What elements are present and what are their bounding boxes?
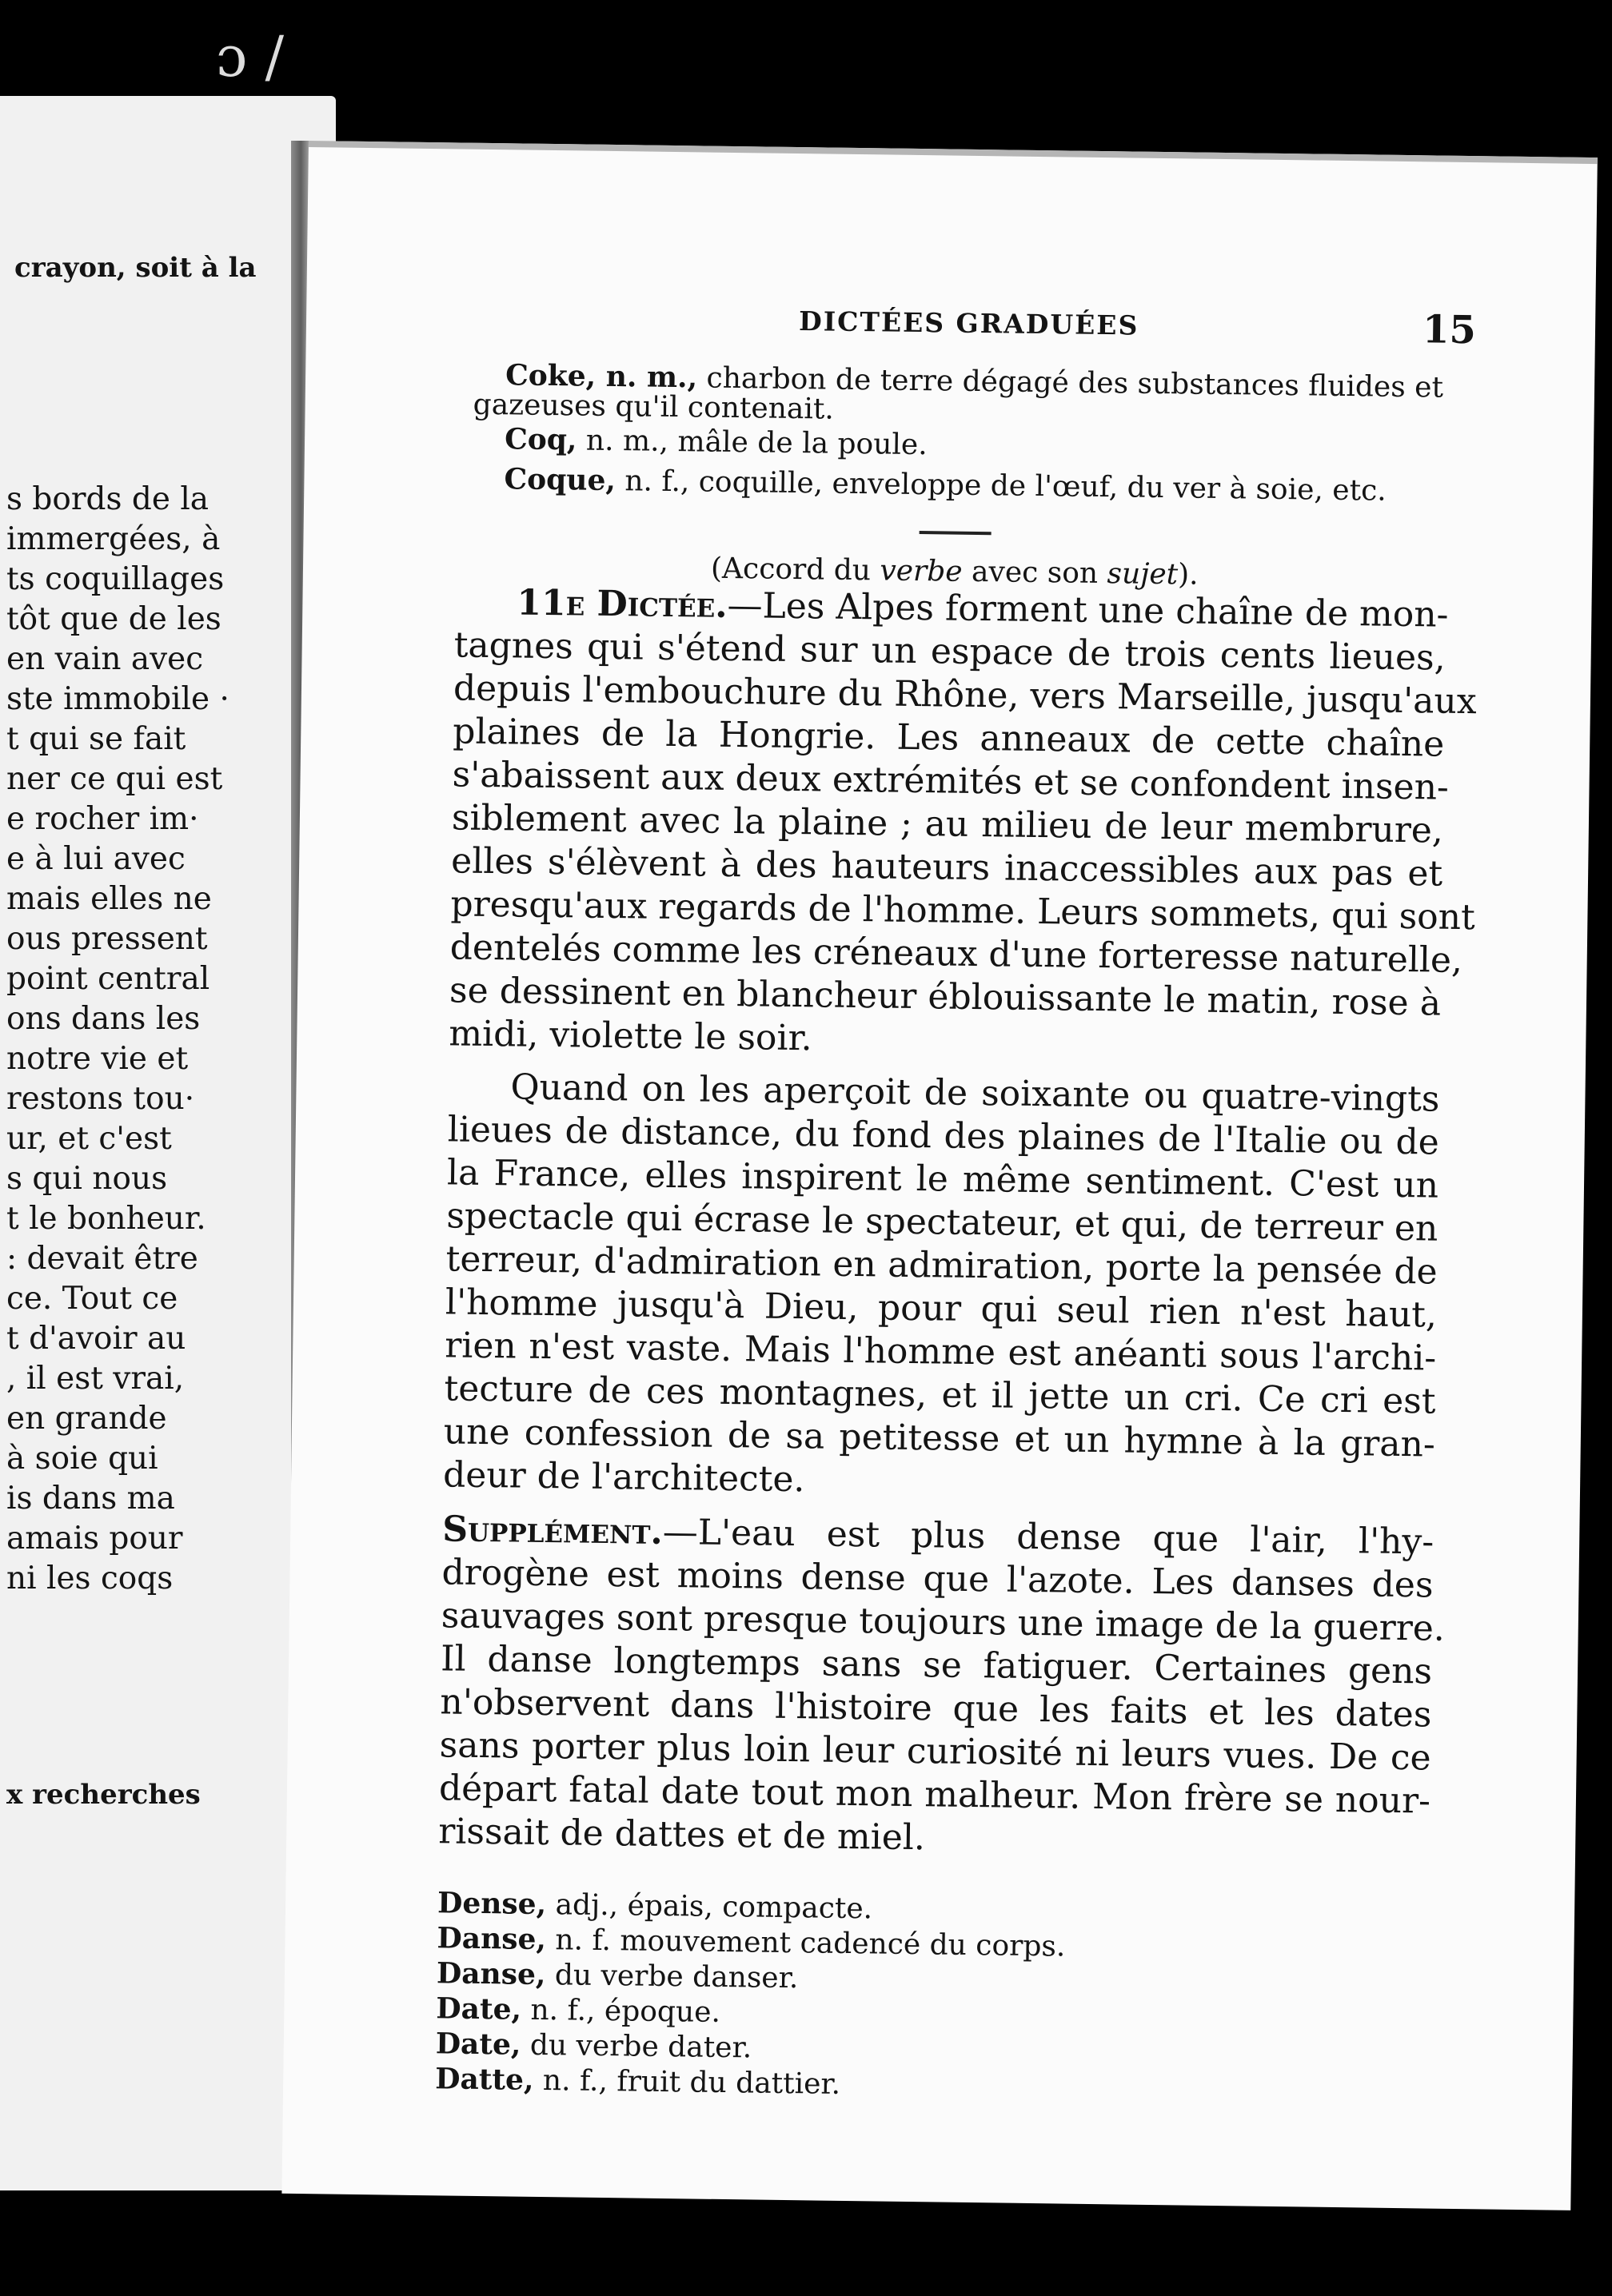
line-text: drogène est moins dense que l'azote. Les danses des <box>441 1552 1434 1606</box>
line-text: tecture de ces montagnes, et il jette un cri. Ce cri est <box>444 1368 1436 1422</box>
line-text: départ fatal date tout mon malheur. Mon frère se nour- <box>438 1768 1431 1822</box>
definition-word: Datte, <box>435 2062 534 2097</box>
definition-entry <box>435 2061 840 2103</box>
left-text-line: point central <box>6 961 210 997</box>
section-title: Supplément. <box>441 1509 664 1553</box>
definition-entry <box>437 1955 799 1996</box>
dictation-caption: (Accord du verbe avec son sujet). <box>710 552 1199 592</box>
definition-text: n. f., fruit du dattier. <box>533 2063 841 2101</box>
left-text-line: , il est vrai, <box>6 1361 185 1397</box>
definition-entry <box>505 421 928 463</box>
definition-text: n. m., mâle de la poule. <box>577 424 928 462</box>
left-text-line: s qui nous <box>6 1161 168 1197</box>
definition-word: Coq, <box>504 422 577 457</box>
left-text-line: immergées, à <box>6 521 221 557</box>
definition-text: n. f., époque. <box>521 1993 721 2029</box>
line-text: midi, violette le soir. <box>449 1013 813 1059</box>
definition-word: Date, <box>436 1991 522 2027</box>
left-text-line: en vain avec <box>6 641 204 677</box>
line-text: n'observent dans l'histoire que les faits et les dates <box>440 1681 1432 1736</box>
margin-scribble: ɔ / <box>216 24 285 90</box>
left-text-line: ste immobile · <box>6 681 229 717</box>
left-text-line: ur, et c'est <box>6 1121 172 1157</box>
definition-word: Coque, <box>504 462 616 498</box>
section-rule <box>920 531 992 535</box>
left-text-line: is dans ma <box>6 1481 175 1517</box>
line-text: deur de l'architecte. <box>442 1454 805 1501</box>
line-text: l'homme jusqu'à Dieu, pour qui seul rien n'est haut, <box>445 1282 1438 1336</box>
definition-word: Danse, <box>436 1956 546 1992</box>
right-page <box>281 141 1597 2210</box>
line-text: —L'eau est plus dense que l'air, l'hy- <box>662 1511 1434 1563</box>
line-text: une confession de sa petitesse et un hymne à la gran- <box>443 1411 1436 1465</box>
section-title: 11e Dictée. <box>517 582 728 626</box>
line-text: depuis l'embouchure du Rhône, vers Marseille, jusqu'aux <box>453 668 1477 723</box>
left-text-line: : devait être <box>6 1241 198 1277</box>
left-text-line: ner ce qui est <box>6 761 223 797</box>
line-text: plaines de la Hongrie. Les anneaux de cette chaîne <box>453 711 1445 765</box>
left-text-line: x recherches <box>6 1779 201 1811</box>
definition-text: n. f., coquille, enveloppe de l'œuf, du ver à soie, etc. <box>615 464 1387 508</box>
running-header: DICTÉES GRADUÉES <box>798 305 1139 341</box>
left-text-line: à soie qui <box>6 1441 158 1477</box>
line-text: la France, elles inspirent le même sentiment. C'est un <box>446 1152 1439 1206</box>
left-text-line: crayon, soit à la <box>14 252 257 284</box>
left-text-line: t qui se fait <box>6 721 186 757</box>
line-text: rien n'est vaste. Mais l'homme est anéanti sous l'archi- <box>444 1325 1437 1379</box>
left-text-line: ts coquillages <box>6 561 225 597</box>
left-text-line: ce. Tout ce <box>6 1281 178 1317</box>
line-text: tagnes qui s'étend sur un espace de trois cents lieues, <box>453 624 1446 679</box>
left-text-line: mais elles ne <box>6 881 212 917</box>
left-text-line: restons tou· <box>6 1081 195 1117</box>
definition-word: Coke, n. m., <box>505 358 698 395</box>
line-text: siblement avec la plaine ; au milieu de leur membrure, <box>451 797 1444 851</box>
line-text: —Les Alpes forment une chaîne de mon- <box>727 584 1449 636</box>
line-text: presqu'aux regards de l'homme. Leurs sommets, qui sont <box>450 883 1476 939</box>
definition-text: n. f. mouvement cadencé du corps. <box>545 1923 1066 1963</box>
definition-entry <box>436 1991 720 2031</box>
left-text-line: s bords de la <box>6 481 209 517</box>
left-text-line: ni les coqs <box>6 1561 174 1596</box>
definition-text: charbon de terre dégagé des substances fluides et <box>696 361 1444 405</box>
page-number: 15 <box>1422 307 1477 353</box>
line-text: lieues de distance, du fond des plaines de l'Italie ou de <box>447 1109 1440 1163</box>
left-text-line: ons dans les <box>6 1001 201 1037</box>
left-text-line: t d'avoir au <box>6 1321 186 1357</box>
definition-entry <box>504 461 1387 508</box>
definition-word: Danse, <box>437 1921 547 1957</box>
left-text-line: tôt que de les <box>6 601 221 637</box>
line-text: terreur, d'admiration en admiration, porte la pensée de <box>445 1238 1438 1293</box>
left-text-line: notre vie et <box>6 1041 189 1077</box>
line-text: sauvages sont presque toujours une image de la guerre. <box>441 1595 1446 1649</box>
left-text-line: e à lui avec <box>6 841 186 877</box>
left-text-line: t le bonheur. <box>6 1201 206 1237</box>
line-text: se dessinent en blancheur éblouissante le matin, rose à <box>449 970 1442 1024</box>
line-text: spectacle qui écrase le spectateur, et qui, de terreur en <box>446 1195 1438 1250</box>
line-text: Quand on les aperçoit de soixante ou quatre-vingts <box>510 1066 1440 1120</box>
left-text-line: en grande <box>6 1401 167 1437</box>
definition-word: Date, <box>435 2027 521 2062</box>
left-text-line: ous pressent <box>6 921 208 957</box>
left-text-line: e rocher im· <box>6 801 199 837</box>
line-text: sans porter plus loin leur curiosité ni leurs vues. De ce <box>439 1724 1431 1779</box>
line-text: Il danse longtemps sans se fatiguer. Certaines gens <box>440 1638 1433 1692</box>
left-text-line: amais pour <box>6 1521 183 1557</box>
line-text: elles s'élèvent à des hauteurs inaccessibles aux pas et <box>450 840 1443 895</box>
line-text: rissait de dattes et de miel. <box>437 1811 926 1859</box>
line-text: s'abaissent aux deux extrémités et se confondent insen- <box>452 754 1450 808</box>
definition-word: Dense, <box>437 1886 547 1922</box>
definition-text: du verbe dater. <box>521 2028 752 2065</box>
definition-text: gazeuses qu'il contenait. <box>473 388 835 426</box>
definition-entry <box>436 2026 752 2066</box>
line-text: dentelés comme les créneaux d'une forteresse naturelle, <box>449 927 1463 981</box>
definition-text: adj., épais, compacte. <box>545 1888 873 1926</box>
definition-text: du verbe danser. <box>545 1959 799 1995</box>
